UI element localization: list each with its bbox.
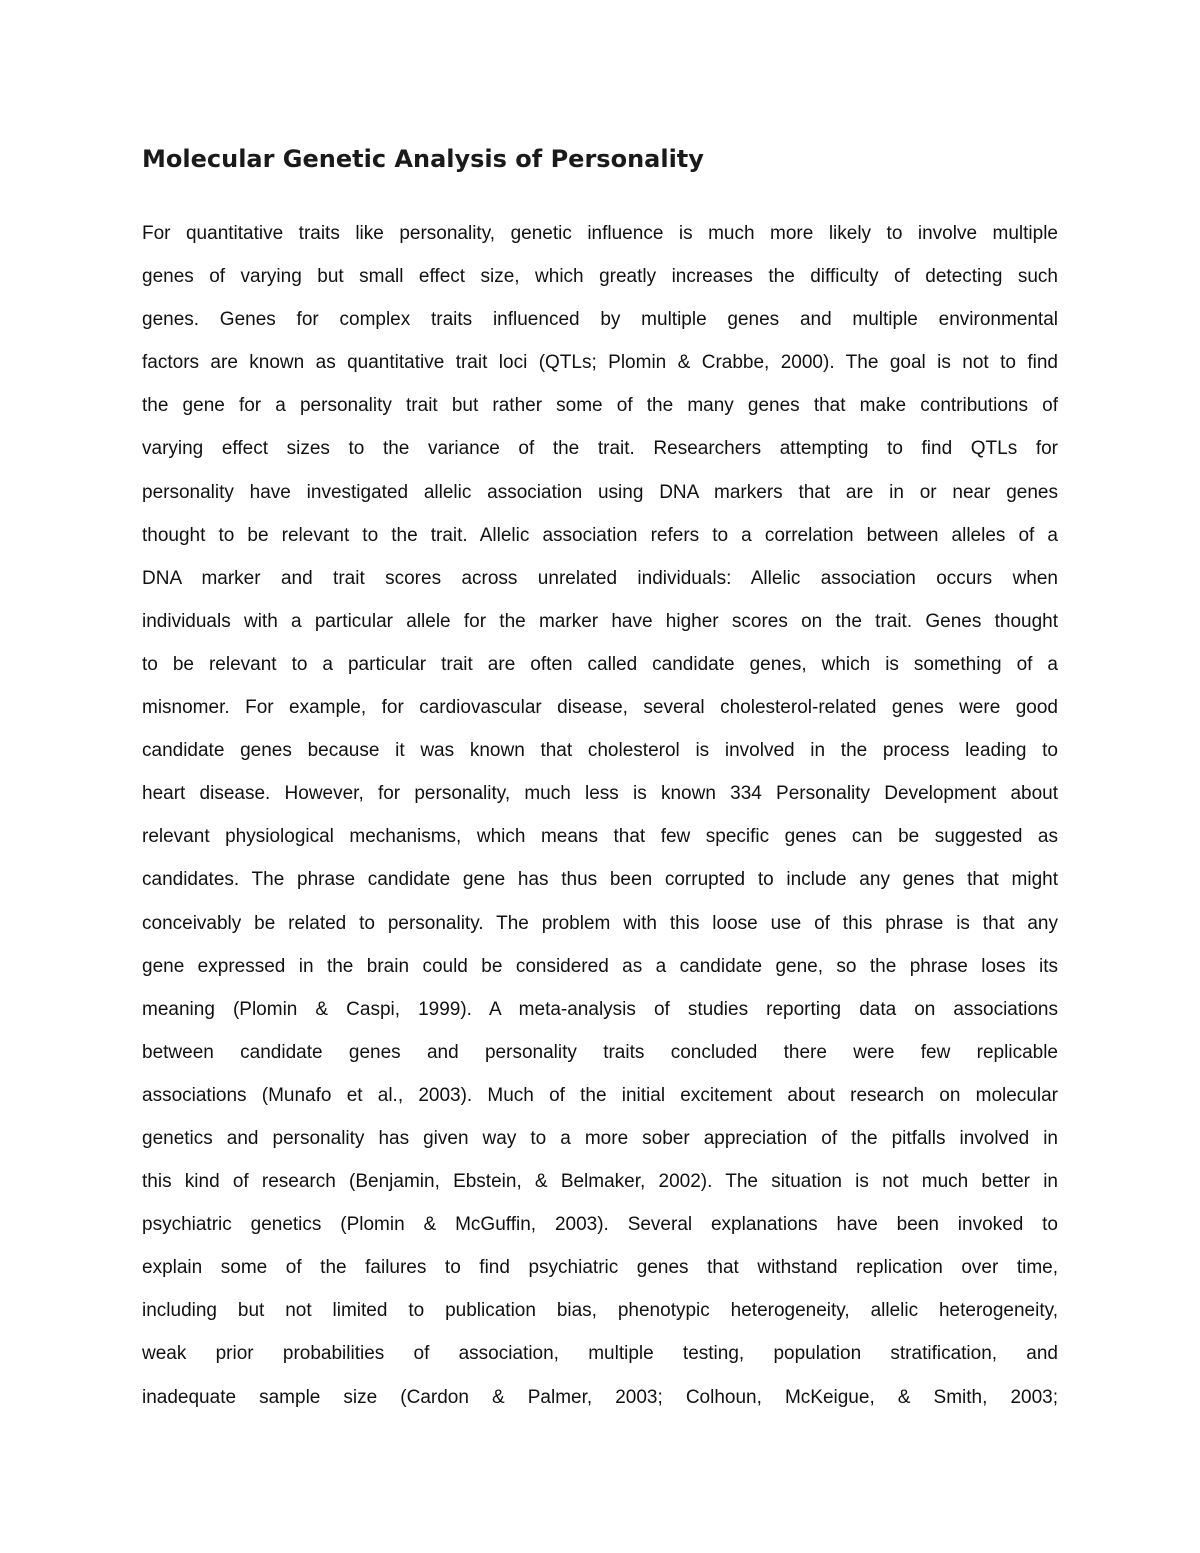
text-line: the gene for a personality trait but rather some of the many genes that make contributions of [142, 395, 1058, 417]
text-line: genetics and personality has given way to a more sober appreciation of the pitfalls involved in [142, 1127, 1058, 1149]
text-line: thought to be relevant to the trait. Allelic association refers to a correlation between alleles of a [142, 524, 1058, 546]
text-line: candidates. The phrase candidate gene has thus been corrupted to include any genes that might [142, 869, 1058, 891]
text-line: explain some of the failures to find psychiatric genes that withstand replication over time, [142, 1257, 1058, 1279]
text-line: this kind of research (Benjamin, Ebstein, & Belmaker, 2002). The situation is not much better in [142, 1171, 1058, 1193]
text-line: For quantitative traits like personality, genetic influence is much more likely to involve multiple [142, 223, 1058, 244]
text-line: DNA marker and trait scores across unrelated individuals: Allelic association occurs when [142, 567, 1058, 589]
text-line: to be relevant to a particular trait are often called candidate genes, which is something of a [142, 653, 1058, 675]
text-line: candidate genes because it was known that cholesterol is involved in the process leading to [142, 740, 1058, 762]
text-line: meaning (Plomin & Caspi, 1999). A meta-analysis of studies reporting data on associations [142, 998, 1058, 1020]
document-title: Molecular Genetic Analysis of Personality [142, 145, 704, 173]
text-line: weak prior probabilities of association, multiple testing, population stratification, and [142, 1343, 1058, 1365]
text-line: gene expressed in the brain could be considered as a candidate gene, so the phrase loses its [142, 955, 1058, 977]
text-line: relevant physiological mechanisms, which means that few specific genes can be suggested as [142, 826, 1058, 848]
text-line: between candidate genes and personality traits concluded there were few replicable [142, 1041, 1058, 1063]
text-line: conceivably be related to personality. The problem with this loose use of this phrase is that any [142, 912, 1058, 934]
text-line: individuals with a particular allele for the marker have higher scores on the trait. Genes thought [142, 610, 1058, 632]
text-line: misnomer. For example, for cardiovascular disease, several cholesterol-related genes were good [142, 697, 1058, 719]
text-line: psychiatric genetics (Plomin & McGuffin, 2003). Several explanations have been invoked to [142, 1214, 1058, 1236]
text-line: varying effect sizes to the variance of the trait. Researchers attempting to find QTLs for [142, 438, 1058, 460]
text-line: including but not limited to publication bias, phenotypic heterogeneity, allelic heterogeneity, [142, 1300, 1058, 1322]
text-line: associations (Munafo et al., 2003). Much of the initial excitement about research on molecular [142, 1084, 1058, 1106]
text-line: heart disease. However, for personality, much less is known 334 Personality Development about [142, 783, 1058, 805]
body-paragraph [142, 212, 1058, 1419]
text-line: personality have investigated allelic association using DNA markers that are in or near genes [142, 481, 1058, 503]
text-line: factors are known as quantitative trait loci (QTLs; Plomin & Crabbe, 2000). The goal is not to find [142, 352, 1058, 374]
text-line: genes of varying but small effect size, which greatly increases the difficulty of detecting such [142, 266, 1058, 288]
text-line: genes. Genes for complex traits influenced by multiple genes and multiple environmental [142, 309, 1058, 331]
text-line: inadequate sample size (Cardon & Palmer, 2003; Colhoun, McKeigue, & Smith, 2003; [142, 1386, 1058, 1408]
